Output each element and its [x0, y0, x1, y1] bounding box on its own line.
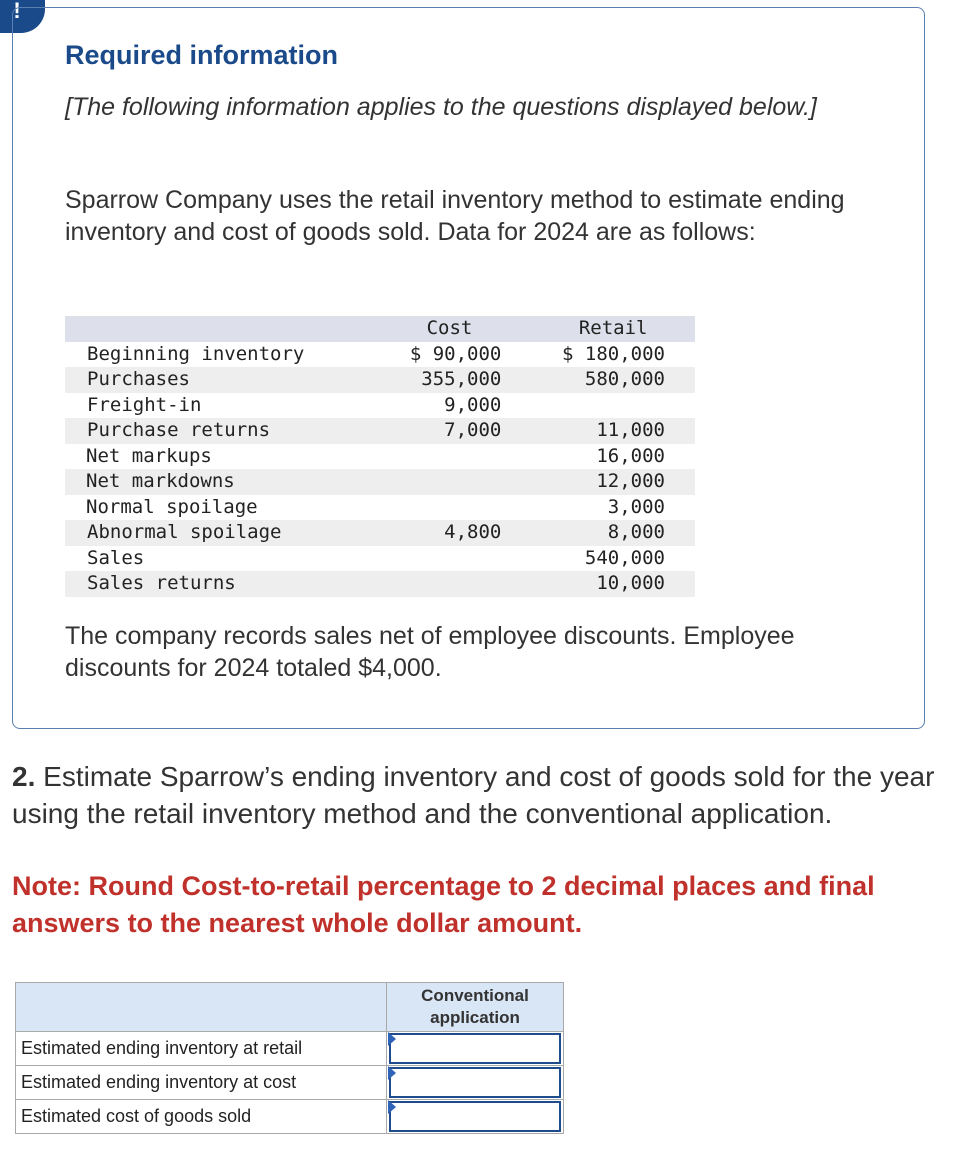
- row-label: Freight-in: [87, 393, 202, 416]
- row-cost: [368, 495, 532, 521]
- input-marker-icon: [388, 1066, 396, 1080]
- row-label: Net markups: [86, 444, 212, 467]
- employee-discount-paragraph: The company records sales net of employee discounts. Employee discounts for 2024 totaled $4,000.: [65, 622, 795, 682]
- rounding-note: Note: Round Cost-to-retail percentage to 2 decimal places and final answers to the nearest whole dollar amount.: [12, 871, 875, 938]
- alert-icon: !: [0, 0, 45, 33]
- table-row: [65, 469, 695, 495]
- row-retail: 580,000: [531, 367, 695, 393]
- table-header-row: [65, 316, 695, 342]
- row-retail: 12,000: [531, 469, 695, 495]
- row-retail: 11,000: [531, 418, 695, 444]
- answer-row-label: Estimated cost of goods sold: [16, 1100, 387, 1134]
- table-row: [65, 520, 695, 546]
- row-label: Sales: [87, 546, 145, 569]
- row-cost: 4,800: [368, 520, 532, 546]
- row-retail: 8,000: [531, 520, 695, 546]
- question-body: Estimate Sparrow’s ending inventory and cost of goods sold for the year using the retail inventory method and the conventional application.: [12, 761, 935, 829]
- row-cost: 355,000: [368, 367, 532, 393]
- table-row: [65, 342, 695, 368]
- table-row: [65, 444, 695, 470]
- table-row: [65, 393, 695, 419]
- intro-paragraph: Sparrow Company uses the retail inventory method to estimate ending inventory and cost of goods sold. Data for 2024 are as follows:: [65, 186, 845, 246]
- row-label: Abnormal spoilage: [65, 520, 368, 546]
- table-row: [65, 546, 695, 572]
- input-marker-icon: [388, 1032, 396, 1046]
- cost-header: Cost: [368, 316, 532, 342]
- row-retail: [531, 393, 695, 419]
- row-label: Sales returns: [65, 571, 368, 597]
- input-marker-icon: [388, 1100, 396, 1114]
- answer-row: [16, 1100, 564, 1134]
- row-label: Purchases: [65, 367, 368, 393]
- table-row: [65, 495, 695, 521]
- row-label: Beginning inventory: [87, 342, 305, 365]
- row-cost: $ 90,000: [409, 342, 502, 365]
- row-retail: 540,000: [584, 546, 665, 569]
- answer-header-row: [16, 983, 564, 1032]
- ending-inventory-cost-input[interactable]: [389, 1067, 561, 1098]
- required-information-title: Required information: [65, 40, 339, 70]
- conventional-application-header: Conventional application: [387, 983, 564, 1032]
- row-cost: 7,000: [368, 418, 532, 444]
- answer-row-label: Estimated ending inventory at cost: [16, 1066, 387, 1100]
- row-cost: [368, 469, 532, 495]
- row-cost: [368, 444, 532, 470]
- table-row: [65, 367, 695, 393]
- row-retail: $ 180,000: [562, 342, 665, 365]
- row-label: Net markdowns: [65, 469, 368, 495]
- row-cost: [368, 571, 532, 597]
- table-row: [65, 418, 695, 444]
- answer-row: [16, 1066, 564, 1100]
- answer-row-label: Estimated ending inventory at retail: [16, 1032, 387, 1066]
- row-cost: 9,000: [444, 393, 502, 416]
- row-label: Purchase returns: [65, 418, 368, 444]
- cost-of-goods-sold-input[interactable]: [389, 1101, 561, 1132]
- row-label: Normal spoilage: [86, 495, 258, 518]
- row-cost: [368, 546, 532, 572]
- question-text: [12, 758, 972, 832]
- answer-row: [16, 1032, 564, 1066]
- retail-header: Retail: [531, 316, 695, 342]
- ending-inventory-retail-input[interactable]: [389, 1033, 561, 1064]
- row-retail: 16,000: [596, 444, 665, 467]
- table-row: [65, 571, 695, 597]
- row-retail: 3,000: [607, 495, 665, 518]
- row-retail: 10,000: [531, 571, 695, 597]
- question-number: 2.: [12, 761, 36, 792]
- inventory-data-table: [65, 316, 695, 597]
- answer-table: [15, 982, 564, 1134]
- applies-note: [The following information applies to the questions displayed below.]: [65, 93, 817, 121]
